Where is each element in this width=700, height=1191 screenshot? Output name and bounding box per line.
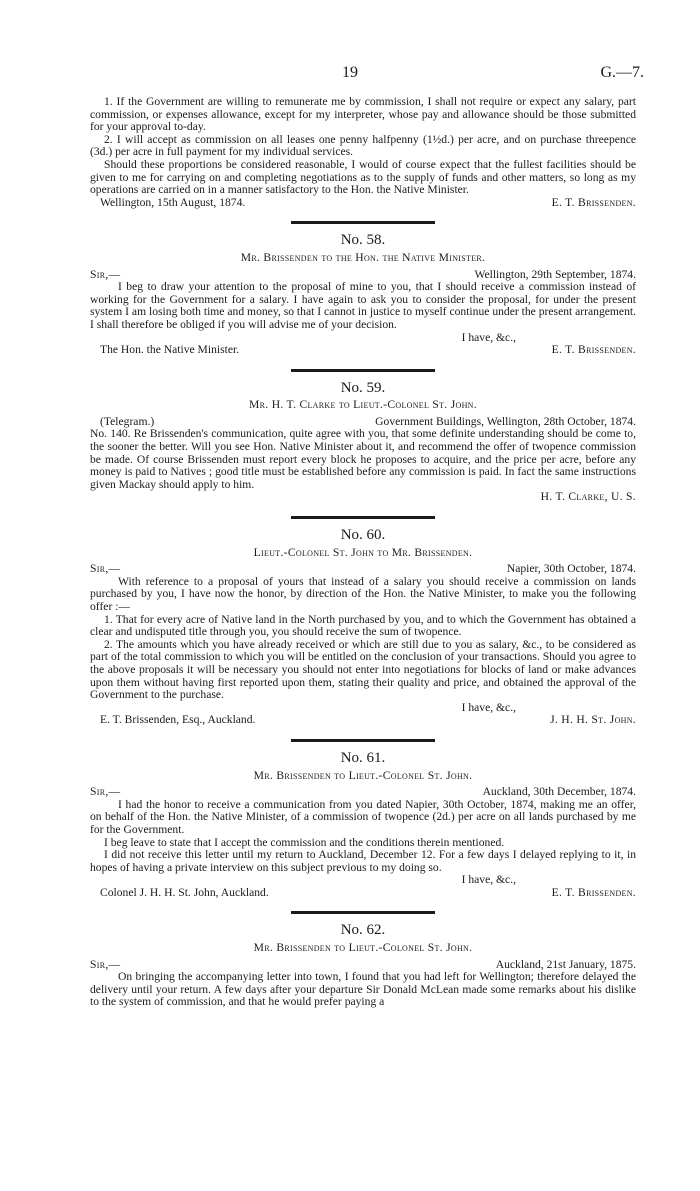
letter-salutation-row — [90, 563, 636, 576]
letter-heading: Lieut.-Colonel St. John to Mr. Brissenden. — [253, 545, 473, 559]
letter-signoff — [90, 887, 636, 900]
salutation: Sir,— — [90, 267, 121, 281]
letter-body: I had the honor to receive a communication from you dated Napier, 30th October, 1874, making me an offer, on behalf of the Hon. the Native Minister, of a commission of twopence (2d.) per acre on all lands purchased by me for the Government. — [90, 797, 636, 836]
section-divider — [291, 516, 435, 519]
letter-heading: Mr. H. T. Clarke to Lieut.-Colonel St. John. — [249, 398, 477, 412]
signature: E. T. Brissenden. — [551, 343, 636, 357]
place-date: Government Buildings, Wellington, 28th October, 1874. — [375, 414, 636, 428]
intro-paragraph-3: Should these proportions be considered reasonable, I would of course expect that the fullest facilities should be given to me for carrying on and completing negotiations as to the supply of funds and other matters, so long as my operations are carried on in a manner satisfactory to the Hon. the Native Minister. — [90, 157, 636, 197]
letter-heading: Mr. Brissenden to the Hon. the Native Minister. — [240, 250, 486, 264]
letter-heading: Mr. Brissenden to Lieut.-Colonel St. John. — [253, 941, 473, 955]
section-divider — [291, 911, 435, 914]
letter-signoff — [90, 714, 636, 727]
addressee: The Hon. the Native Minister. — [100, 343, 240, 357]
signature: J. H. H. St. John. — [550, 713, 636, 727]
intro-place-date: Wellington, 15th August, 1874. — [100, 195, 246, 209]
letter-number: No. 60. — [340, 527, 386, 544]
place-date: Auckland, 30th December, 1874. — [482, 785, 636, 799]
intro-paragraph-1: 1. If the Government are willing to remunerate me by commission, I shall not require or expect any salary, part commission, or expenses allowance, except for my interpreter, whose pay and allowance should be those submitted for your approval to-day. — [90, 95, 636, 134]
salutation: Sir,— — [90, 785, 121, 799]
letter-paragraph-2: I beg leave to state that I accept the commission and the conditions therein mentioned. — [104, 835, 505, 849]
closing: I have, &c., — [461, 330, 516, 344]
letter-number: No. 61. — [340, 749, 386, 766]
addressee: E. T. Brissenden, Esq., Auckland. — [100, 713, 256, 727]
salutation: Sir,— — [90, 562, 121, 576]
letter-body: No. 140. Re Brissenden's communication, quite agree with you, that some definite understanding should be come to, the sooner the better. Will you see Hon. Native Minister about it, and recommend the offer of twopence commission be made. Of course Brissenden must report every block he proposes to acquire, and the price per acre, before any money is paid to Natives ; good title must be established before any commission is paid. In fact the same instructions given Mackay should apply to him. — [90, 427, 636, 491]
signature: E. T. Brissenden. — [551, 885, 636, 899]
section-divider — [291, 221, 435, 224]
letter-number: No. 62. — [340, 922, 386, 939]
letter-number: No. 59. — [340, 379, 386, 396]
intro-signoff — [90, 197, 636, 210]
intro-paragraph-2: 2. I will accept as commission on all leases one penny halfpenny (1½d.) per acre, and on purchase threepence (3d.) per acre in full payment for my individual services. — [90, 132, 636, 159]
letter-salutation-row — [90, 786, 636, 799]
section-divider — [291, 369, 435, 372]
telegram-label: (Telegram.) — [100, 414, 155, 428]
signature: H. T. Clarke, U. S. — [540, 490, 636, 504]
place-date: Napier, 30th October, 1874. — [506, 562, 636, 576]
letter-paragraph-3: I did not receive this letter until my return to Auckland, December 12. For a few days I delayed replying to it, in hopes of having a private interview on this subject previous to my doing so. — [90, 848, 636, 874]
letter-body: On bringing the accompanying letter into town, I found that you had left for Wellington; therefore delayed the delivery until your return. A few days after your departure Sir Donald McLean made some remarks about his dislike to the system of commission, and that he would prefer paying a — [90, 970, 636, 1009]
letter-item-2: 2. The amounts which you have already received or which are still due to you as salary, &c., to be considered as part of the total commission to which you will be entitled on the conclusion of your transactions. Should you agree to the above proposals it will be necessary you should not enter into negotiations for blocks of land or make advances upon them without having first reported upon them, stating their quality and price, and obtained the approval of the Government to the purchase. — [90, 637, 636, 702]
letter-item-1: 1. That for every acre of Native land in the North purchased by you, and to which the Government has obtained a clear and undisputed title through you, you should receive the sum of twopence. — [90, 612, 636, 639]
letter-signoff — [90, 344, 636, 357]
page-number: 19 — [342, 64, 358, 81]
letter-body: With reference to a proposal of yours that instead of a salary you should receive a commission on lands purchased by you, I have now the honor, by direction of the Hon. the Native Minister, to make you the following offer :— — [90, 574, 636, 613]
place-date: Wellington, 29th September, 1874. — [474, 267, 636, 281]
closing: I have, &c., — [461, 700, 516, 714]
letter-number: No. 58. — [340, 232, 386, 249]
document-reference: G.—7. — [600, 64, 644, 81]
intro-signature: E. T. Brissenden. — [551, 195, 636, 209]
letter-heading: Mr. Brissenden to Lieut.-Colonel St. John. — [253, 768, 473, 782]
closing: I have, &c., — [461, 873, 516, 887]
section-divider — [291, 739, 435, 742]
page-body — [90, 96, 636, 1009]
letter-body: I beg to draw your attention to the proposal of mine to you, that I should receive a commission instead of working for the Government for a salary. I have again to ask you to consider the proposal, for under the present system I am losing both time and money, so that I cannot in justice to myself continue under the present arrangement. I shall therefore be obliged if you will advise me of your decision. — [90, 280, 636, 331]
addressee: Colonel J. H. H. St. John, Auckland. — [100, 885, 269, 899]
salutation: Sir,— — [90, 957, 121, 971]
place-date: Auckland, 21st January, 1875. — [495, 957, 636, 971]
